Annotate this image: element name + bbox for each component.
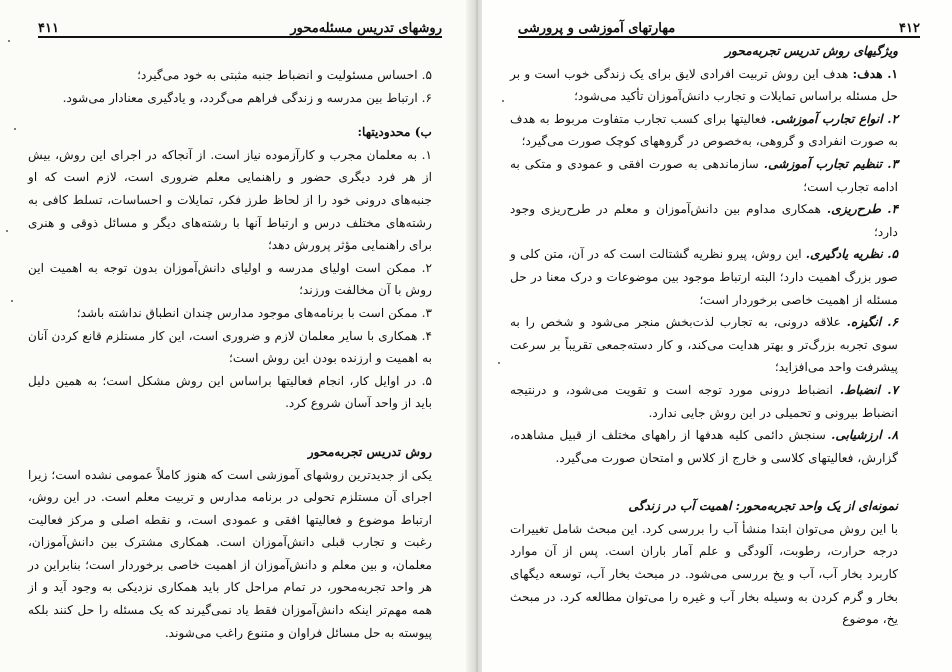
list-item bbox=[510, 379, 898, 424]
scan-speck bbox=[502, 100, 504, 102]
item-label: ۴. طرح‌ریزی. bbox=[826, 202, 898, 217]
list-item bbox=[510, 108, 898, 153]
item-label: ۷. انضباط. bbox=[839, 382, 898, 397]
list-item bbox=[510, 243, 898, 311]
item-label: ۲. انواع تجارب آموزشی. bbox=[770, 111, 899, 126]
paragraph: با این روش می‌توان ابتدا منشأ آب را بررسی کرد. این مبحث شامل تغییرات درجه حرارت، رطوبت، آلودگی و علم آمار باران است. پس از آن موارد کاربرد بخار آب، آب و یخ بررسی می‌شود. در مبحث بخار آب، توسعه دیگهای بخار و گرم کردن به وسیله بخار آب و غیره را می‌توان مطالعه کرد. در مبحث یخ، موضوع bbox=[510, 521, 898, 627]
scan-speck bbox=[8, 40, 10, 42]
paragraph: ۱. به معلمان مجرب و کارآزموده نیاز است. از آنجاکه در اجرای این روش، بیش از هر فرد دیگری حضور و راهنمایی معلم ضروری است، لازم است که او جنبه‌های درونی خود را از لحاظ طرز فکر، تمایلات و احساسات، تسلط کافی به رشته‌های مختلف درس و ارتباط آنها با رشته‌های دیگر و مسائل ذوقی و هنری برای راهنمایی مؤثر پرورش دهد؛ bbox=[28, 147, 432, 253]
list-item bbox=[510, 424, 898, 469]
item-label: ۱. هدف: bbox=[852, 66, 898, 81]
item-label: ۸. ارزشیابی. bbox=[831, 428, 898, 443]
scan-speck bbox=[14, 128, 16, 130]
section-heading: ویژگیهای روش تدریس تجربه‌محور bbox=[725, 44, 898, 58]
right-page-number: ۴۱۲ bbox=[899, 21, 920, 36]
list-item bbox=[510, 311, 898, 379]
item-text: این روش، پیرو نظریه گشتالت است که در آن، متن کلی و صور بزرگ اهمیت دارد؛ البته ارتباط موجود بین موضوعات و درک معنا در حل مسئله از اهمیت خاصی برخوردار است؛ bbox=[510, 247, 898, 307]
item-label: ۵. نظریه یادگیری. bbox=[805, 247, 899, 262]
item-text: انضباط درونی مورد توجه است و تقویت می‌شود، و درنتیجه انضباط بیرونی و تحمیلی در این روش جایی ندارد. bbox=[510, 382, 898, 420]
paragraph: ۲. ممکن است اولیای مدرسه و اولیای دانش‌آموزان بدون توجه به اهمیت این روش با آن مخالفت ورزند؛ bbox=[28, 260, 432, 298]
paragraph: ۵. احساس مسئولیت و انضباط جنبه مثبتی به خود می‌گیرد؛ bbox=[137, 68, 432, 82]
item-text: علاقه درونی، به تجارب لذت‌بخش منجر می‌شود و شخص را به سوی تجربه بزرگ‌تر و بهتر هدایت می‌کند، و کار دسته‌جمعی تقریباً بر سرعت پیشرفت واحد می‌افزاید؛ bbox=[510, 315, 898, 375]
right-book-page bbox=[482, 0, 952, 672]
right-page-body bbox=[510, 40, 898, 631]
scan-speck bbox=[11, 300, 13, 302]
item-label: ۳. تنظیم تجارب آموزشی. bbox=[763, 156, 898, 171]
left-book-page bbox=[0, 0, 470, 672]
section-heading: روش تدریس تجربه‌محور bbox=[307, 444, 432, 459]
left-page-header bbox=[38, 14, 442, 38]
paragraph: یکی از جدیدترین روشهای آموزشی است که هنوز کاملاً عمومی نشده است؛ زیرا اجرای آن مستلزم تحولی در برنامه مدارس و تربیت معلم است. در این روش، ارتباط موضوع و فعالیتها افقی و عمودی است، و نقطه اصلی و مرکز فعالیت رغبت و تجارب قبلی دانش‌آموزان است. همکاری مشترک بین دانش‌آموزان، معلمان، و بین معلم و دانش‌آموزان از اهمیت خاصی برخوردار است؛ بنابراین در هر واحد تجربه‌محور، در تمام مراحل کار باید همکاری نزدیکی به وجود آید و از همه مهم‌تر اینکه دانش‌آموزان فقط یاد نمی‌گیرند که یک مسئله را حل کنند بلکه پیوسته به حل مسائل فراوان و متنوع راغب می‌شوند. bbox=[28, 467, 432, 640]
paragraph: ۴. همکاری با سایر معلمان لازم و ضروری است، این کار مستلزم قانع کردن آنان به اهمیت و ارزنده بودن این روش است؛ bbox=[28, 328, 432, 366]
paragraph: ۵. در اوایل کار، انجام فعالیتها براساس این روش مشکل است؛ به همین دلیل باید از واحد آسان شروع کرد. bbox=[28, 373, 432, 411]
scan-speck bbox=[6, 230, 8, 232]
list-item bbox=[510, 63, 898, 108]
limitations-subheading: ب) محدودیتها: bbox=[357, 125, 432, 140]
item-text: سازماندهی به صورت افقی و عمودی و متکی به ادامه تجارب است؛ bbox=[510, 156, 898, 194]
left-page-body bbox=[28, 64, 432, 644]
item-text: هدف این روش تربیت افرادی لایق برای یک زندگی خوب است و بر حل مسئله براساس تمایلات و تجارب دانش‌آموزان تأکید می‌شود؛ bbox=[510, 66, 898, 104]
example-heading: نمونه‌ای از یک واحد تجربه‌محور: اهمیت آب در زندگی bbox=[628, 499, 898, 514]
item-text: همکاری مداوم بین دانش‌آموزان و معلم در طرح‌ریزی وجود دارد؛ bbox=[510, 202, 898, 239]
list-item bbox=[510, 153, 898, 198]
item-label: ۶. انگیزه. bbox=[846, 315, 899, 330]
left-page-number: ۴۱۱ bbox=[38, 21, 59, 36]
list-item bbox=[510, 198, 898, 243]
right-header-title: مهارتهای آموزشی و پرورشی bbox=[518, 21, 676, 36]
paragraph: ۳. ممکن است با برنامه‌های موجود مدارس چندان انطباق نداشته باشد؛ bbox=[76, 305, 432, 320]
scan-speck bbox=[498, 362, 500, 364]
left-header-title: روشهای تدریس مسئله‌محور bbox=[290, 21, 442, 36]
paragraph: ۶. ارتباط بین مدرسه و زندگی فراهم می‌گردد، و یادگیری معنادار می‌شود. bbox=[62, 90, 432, 105]
right-page-header bbox=[518, 14, 920, 38]
item-text: سنجش دائمی کلیه هدفها از راههای مختلف از قبیل مشاهده، گزارش، فعالیتهای کلاسی و خارج از کلاس و امتحان صورت می‌گیرد. bbox=[510, 428, 898, 465]
item-text: فعالیتها برای کسب تجارب متفاوت مربوط به هدف به صورت انفرادی و گروهی، به‌خصوص در گروههای کوچک صورت می‌گیرد؛ bbox=[510, 111, 898, 149]
